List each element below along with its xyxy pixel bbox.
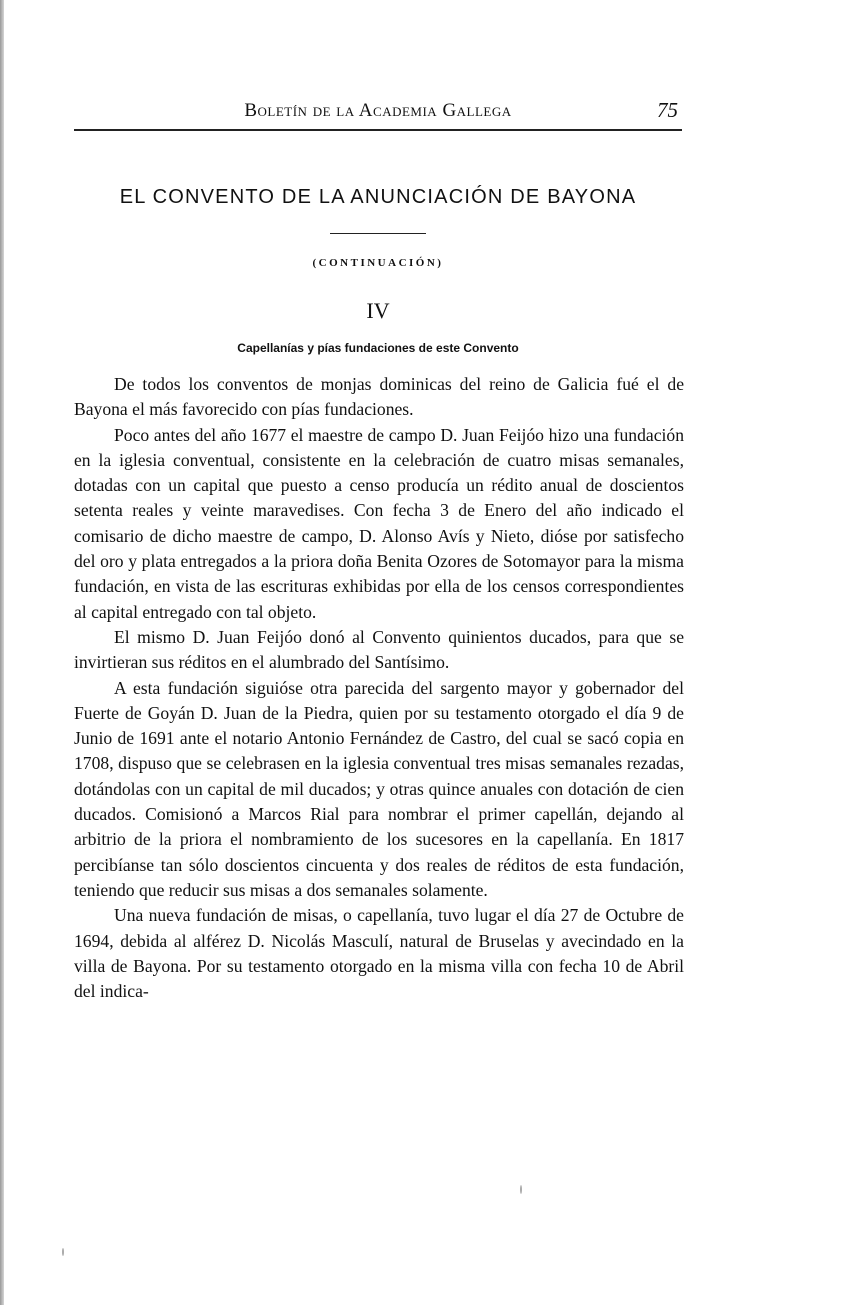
paragraph: Una nueva fundación de misas, o capellanía, tuvo lugar el día 27 de Octubre de 1694, debida al alférez D. Nicolás Masculí, natural de Bruselas y avecindado en la villa de Bayona. Por su testamento otorgado en la misma villa con fecha 10 de Abril del indica- bbox=[74, 905, 684, 1002]
chapter-number: IV bbox=[366, 298, 390, 323]
scan-speck bbox=[62, 1248, 64, 1256]
paragraph: De todos los conventos de monjas dominicas del reino de Galicia fué el de Bayona el más favorecido con pías fundaciones. bbox=[74, 374, 684, 420]
title-rule bbox=[330, 233, 426, 234]
scan-speck bbox=[520, 1185, 522, 1194]
running-head: Boletín de la Academia Gallega bbox=[244, 100, 512, 121]
paragraph: Poco antes del año 1677 el maestre de campo D. Juan Feijóo hizo una fundación en la iglesia conventual, consistente en la celebración de cuatro misas semanales, dotadas con un capital que puesto a censo producía un rédito anual de doscientos setenta reales y veinte maravedises. Con fecha 3 de Enero del año indicado el comisario de dicho maestre de campo, D. Alonso Avís y Nieto, dióse por satisfecho del oro y plata entregados a la priora doña Benita Ozores de Sotomayor para la misma fundación, en vista de las escrituras exhibidas por ella de los censos correspondientes al capital entregado con tal objeto. bbox=[74, 424, 684, 622]
continuation-label: (CONTINUACIÓN) bbox=[312, 257, 444, 269]
scan-edge-shadow bbox=[0, 0, 4, 1305]
body-text bbox=[74, 372, 684, 1004]
page-header bbox=[74, 100, 682, 126]
page-number: 75 bbox=[657, 98, 678, 122]
section-subtitle: Capellanías y pías fundaciones de este Convento bbox=[237, 341, 519, 355]
paragraph: A esta fundación siguióse otra parecida del sargento mayor y gobernador del Fuerte de Goyán D. Juan de la Piedra, quien por su testamento otorgado el día 9 de Junio de 1691 ante el notario Antonio Fernández de Castro, del cual se sacó copia en 1708, dispuso que se celebrasen en la iglesia conventual tres misas semanales rezadas, dotándolas con un capital de mil ducados; y otras quince anuales con dotación de cien ducados. Comisionó a Marcos Rial para nombrar el primer capellán, dejando al arbitrio de la priora el nombramiento de los sucesores en la capellanía. En 1817 percibíanse tan sólo doscientos cincuenta y dos reales de réditos de esta fundación, teniendo que reducir sus misas a dos semanales solamente. bbox=[74, 677, 684, 900]
article-title: EL CONVENTO DE LA ANUNCIACIÓN DE BAYONA bbox=[119, 186, 637, 208]
header-rule bbox=[74, 129, 682, 131]
paragraph: El mismo D. Juan Feijóo donó al Convento quinientos ducados, para que se invirtieran sus réditos en el alumbrado del Santísimo. bbox=[74, 626, 684, 673]
